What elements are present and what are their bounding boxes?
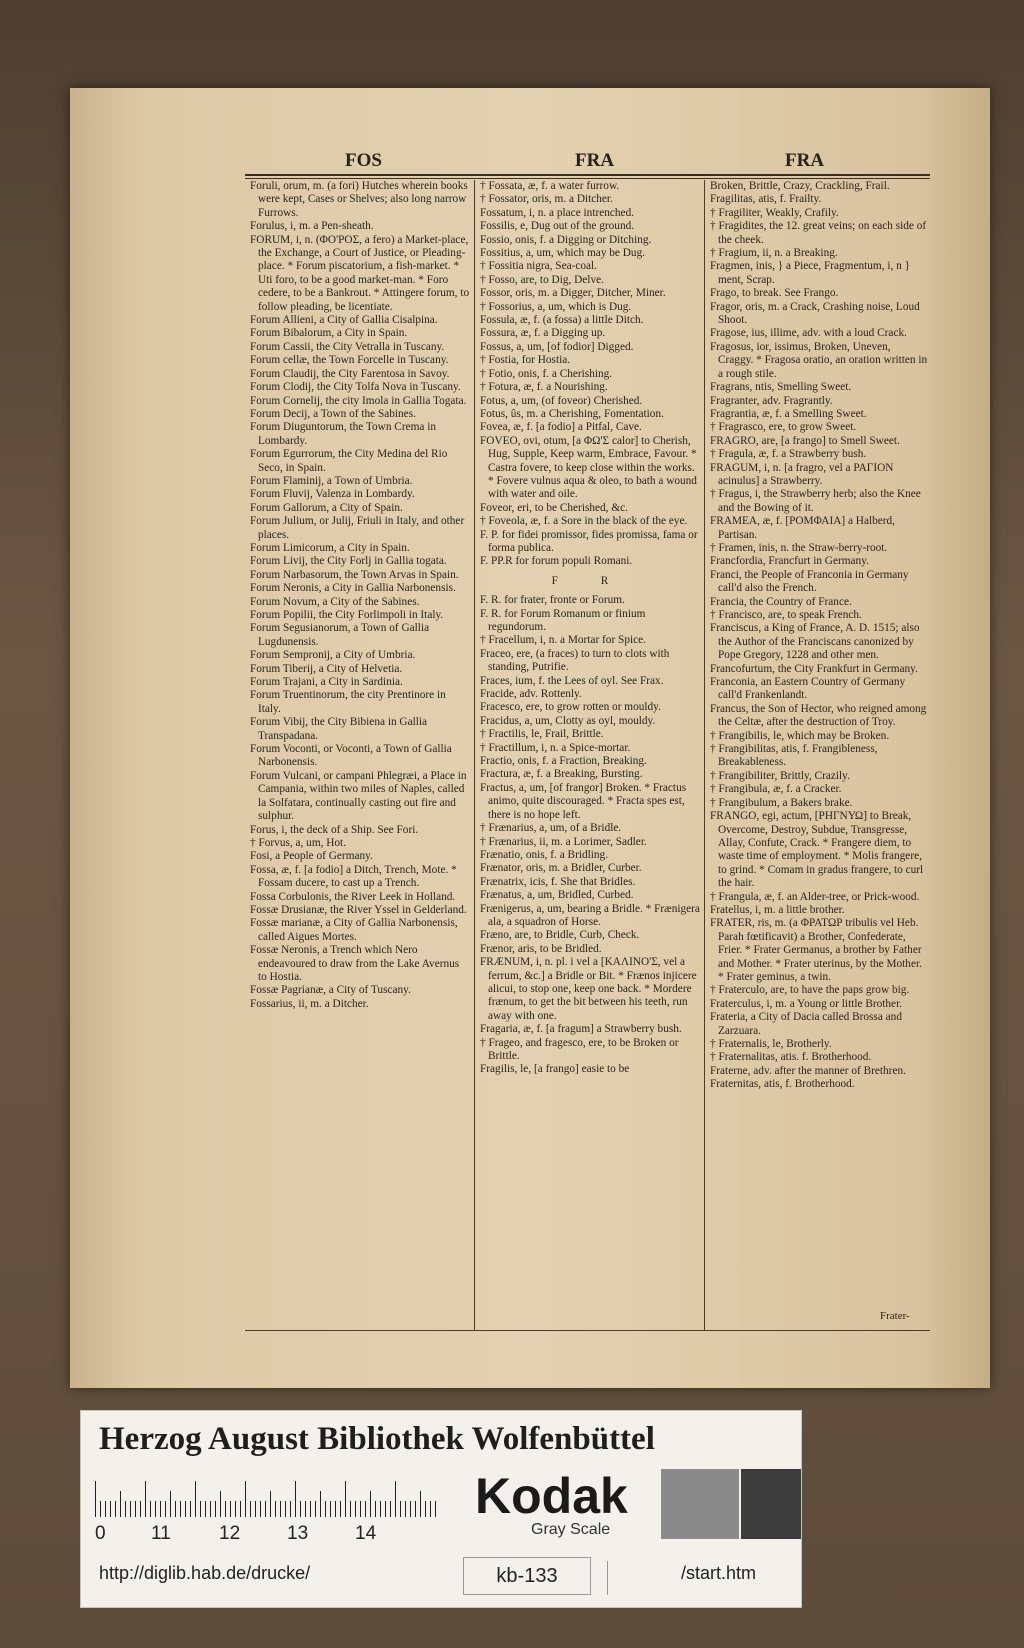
section-letters: F R [551,574,629,587]
dictionary-entry: Fragranter, adv. Fragrantly. [710,394,833,407]
dictionary-entry: Fossus, a, um, [of fodior] Digged. [480,340,634,353]
dictionary-entry: Fossa, æ, f. [a fodio] a Ditch, Trench, Mote. * Fossam ducere, to cast up a Trench. [250,863,457,890]
dictionary-entry: Forum Decij, a Town of the Sabines. [250,407,416,420]
dictionary-entry: Forum Sempronij, a City of Umbria. [250,649,416,662]
dictionary-entry: Franci, the People of Franconia in Germany call'd also the French. [710,568,909,595]
ruler-tick [375,1501,376,1517]
library-name: Herzog August Bibliothek Wolfenbüttel [99,1421,655,1457]
dictionary-entry: † Fostia, for Hostia. [480,354,571,367]
column-center [480,180,700,1330]
dictionary-entry: † Fracellum, i, n. a Mortar for Spice. [480,634,646,647]
dictionary-entry: Fracidus, a, um, Clotty as oyl, mouldy. [480,714,656,727]
ruler-tick [330,1501,331,1517]
dictionary-entry: Frago, to break. See Frango. [710,287,839,300]
ruler-tick [415,1501,416,1517]
dictionary-entry: FRATER, ris, m. (a ΦΡΑΤΩΡ tribulis vel Heb. Parah fœtificavit) a Brother, Confederate, Frier. * Frater Germanus, a brother by Father and Mother. * Frater uterinus, by the Mother. * Frater geminus, a twin. [710,917,922,983]
dictionary-entry: F. PP.R for forum populi Romani. [480,555,633,568]
dictionary-entry: Francia, the Country of France. [710,595,852,608]
dictionary-entry: Fraterculus, i, m. a Young or little Brother. [710,997,903,1010]
ruler-tick [100,1501,101,1517]
ruler-tick [295,1481,296,1517]
ruler-tick [390,1501,391,1517]
dictionary-entry: † Fossator, oris, m. a Ditcher. [480,193,613,206]
dictionary-entry: F. P. for fidei promissor, fides promissa, fama or forma publica. [480,528,698,554]
column-left [250,180,470,1330]
ruler-tick [380,1501,381,1517]
ruler-tick [235,1501,236,1517]
dictionary-entry: FRÆNUM, i, n. pl. i vel a [KAΛΙΝΟ'Σ, vel a ferrum, &c.] a Bridle or Bit. * Frænos injicere alicui, to stop one, keep one back. * Mordere frænum, to get the bit between his teeth, run away with one. [480,956,697,1022]
dictionary-entry: Frænator, oris, m. a Bridler, Curber. [480,862,642,875]
dictionary-entry: Foruli, orum, m. (a fori) Hutches wherein books were kept, Cases or Shelves; also long narrow Furrows. [250,180,468,219]
dictionary-entry: Fragilis, le, [a frango] easie to be [480,1063,630,1076]
ruler-tick [150,1501,151,1517]
dictionary-entry: Frænor, aris, to be Bridled. [480,942,602,955]
dictionary-entry: Fractus, a, um, [of frangor] Broken. * Fractus animo, quite discouraged. * Fracta spes est, there is no hope left. [480,781,687,821]
header-rule [245,174,930,176]
ruler-tick [435,1501,436,1517]
ruler-tick [155,1501,156,1517]
dictionary-entry: Fragose, ius, illime, adv. with a loud Crack. [710,327,907,340]
dictionary-entry: Forum Vulcani, or campani Phlegræi, a Place in Campania, within two miles of Naples, called la Solfatara, continually casting out fire and sulphur. [250,769,467,823]
dictionary-entry: FRANGO, egi, actum, [ΡΗΓΝΥΩ] to Break, Overcome, Destroy, Subdue, Transgresse, Allay, Confute, Crack. * Frangere diem, to waste time of employment. * Molis frangere, to grind. * Comam in gradus frangere, to curl the hair. [710,810,924,890]
dictionary-entry: † Francisco, are, to speak French. [710,609,862,621]
dictionary-entry: † Fossorius, a, um, which is Dug. [480,300,632,313]
dictionary-entry: † Fotio, onis, f. a Cherishing. [480,367,613,380]
scale-label: 13 [287,1523,309,1544]
head-left: FOS [345,150,382,171]
ruler-tick [410,1501,411,1517]
dictionary-entry: FRAMEA, æ, f. [ΡΟΜΦΑΙΑ] a Halberd, Partisan. [710,515,895,541]
ruler-tick [290,1501,291,1517]
gray-swatch [661,1469,739,1539]
ruler-tick [425,1501,426,1517]
dictionary-entry: Fovea, æ, f. [a fodio] a Pitfal, Cave. [480,421,642,434]
dictionary-entry: FOVEO, ovi, otum, [a ΦΩ'Σ calor] to Cherish, Hug, Supple, Keep warm, Embrace, Favour. * Castra fovere, to keep close within the works. * Fovere vulnus aqua & oleo, to bath a wound with water and oile. [480,434,697,501]
dictionary-entry: Fragosus, ior, issimus, Broken, Uneven, Craggy. * Fragosa oratio, an oration written in a rough stile. [710,340,928,380]
ruler-tick [300,1501,301,1517]
dark-swatch [741,1469,801,1539]
dictionary-entry: † Frageo, and fragesco, ere, to be Broken or Brittle. [480,1036,679,1062]
dictionary-entry: Fossula, æ, f. (a fossa) a little Ditch. [480,314,644,327]
dictionary-entry: Forum Voconti, or Voconti, a Town of Gallia Narbonensis. [250,743,452,769]
dictionary-entry: Forum Cornelij, the city Imola in Gallia Togata. [250,394,467,407]
dictionary-entry: † Fragrasco, ere, to grow Sweet. [710,421,857,434]
scale-label: 0 [95,1523,106,1544]
dictionary-entry: Forum Narbasorum, the Town Arvas in Spain. [250,568,459,581]
dictionary-entry: † Frangibiliter, Brittly, Crazily. [710,769,850,782]
ruler-tick [160,1501,161,1517]
dictionary-entry: † Fraterculo, are, to have the paps grow big. [710,984,910,997]
ruler-tick [140,1501,141,1517]
ruler-tick [190,1501,191,1517]
ruler-tick [245,1481,246,1517]
scale-ruler [95,1479,435,1517]
ruler-tick [355,1501,356,1517]
dictionary-entry: † Fotura, æ, f. a Nourishing. [480,381,608,394]
ruler-tick [210,1501,211,1517]
ruler-tick [250,1501,251,1517]
dictionary-entry: Fossatum, i, n. a place intrenched. [480,206,635,219]
dictionary-entry: Forum Limicorum, a City in Spain. [250,541,410,554]
ruler-tick [325,1501,326,1517]
ruler-tick [240,1501,241,1517]
dictionary-entry: † Fraternalis, le, Brotherly. [710,1038,832,1050]
dictionary-entry: † Fosso, are, to Dig, Delve. [480,273,604,286]
scale-label: 11 [151,1523,171,1544]
ruler-tick [95,1481,96,1517]
dictionary-entry: Fracesco, ere, to grow rotten or mouldy. [480,701,661,714]
dictionary-entry: Fosi, a People of Germany. [250,850,373,863]
ruler-tick [430,1501,431,1517]
column-right [710,180,928,1330]
ruler-tick [280,1501,281,1517]
dictionary-entry: Forum Vibij, the City Bibiena in Gallia Transpadana. [250,716,428,742]
dictionary-entry: Franciscus, a King of France, A. D. 1515; also the Author of the Franciscans canonized by Pope Gregory, 1228 and other men. [710,622,920,662]
dictionary-entry: Forum Truentinorum, the city Prentinore in Italy. [250,689,446,715]
scale-labels [95,1523,435,1543]
ruler-tick [395,1481,396,1517]
dictionary-entry: Frateria, a City of Dacia called Brossa and Zarzuara. [710,1011,902,1037]
dictionary-entry: † Fragus, i, the Strawberry herb; also the Knee and the Bowing of it. [710,488,921,514]
head-right: FRA [785,150,825,171]
dictionary-entry: Fossæ Pagrianæ, a City of Tuscany. [250,984,411,997]
dictionary-entry: Fraterne, adv. after the manner of Brethren. [710,1064,906,1077]
dictionary-entry: Forum Julium, or Julij, Friuli in Italy, and other places. [250,515,465,541]
ruler-tick [185,1501,186,1517]
ruler-tick [260,1501,261,1517]
dictionary-entry: Fossitius, a, um, which may be Dug. [480,247,646,260]
dictionary-entry: Fræno, are, to Bridle, Curb, Check. [480,929,640,942]
dictionary-entry: Forum Flaminij, a Town of Umbria. [250,474,413,487]
dictionary-entry: F. R. for Forum Romanum or finium regundorum. [480,607,646,633]
ruler-tick [345,1481,346,1517]
dictionary-entry: Forum Diuguntorum, the Town Crema in Lombardy. [250,421,437,447]
ruler-tick [360,1501,361,1517]
ruler-tick [285,1501,286,1517]
ruler-tick [270,1491,271,1517]
ruler-tick [350,1501,351,1517]
dictionary-entry: † Fraternalitas, atis. f. Brotherhood. [710,1051,872,1064]
footer-rule [245,1330,930,1331]
dictionary-entry: Franconia, an Eastern Country of Germany call'd Frankenlandt. [710,676,906,702]
dictionary-entry: † Fossata, æ, f. a water furrow. [480,180,620,192]
dictionary-entry: † Fossitia nigra, Sea-coal. [480,260,598,273]
ruler-tick [400,1501,401,1517]
dictionary-entry: Fraces, ium, f. the Lees of oyl. See Frax. [480,674,664,687]
dictionary-entry: Forum Claudij, the City Farentosa in Savoy. [250,367,450,380]
dictionary-entry: Francofurtum, the City Frankfurt in Germany. [710,662,918,675]
dictionary-entry: Fracide, adv. Rottenly. [480,688,582,701]
dictionary-entry: Fragilitas, atis, f. Frailty. [710,193,822,206]
card-divider [607,1561,608,1595]
ruler-tick [255,1501,256,1517]
dictionary-entry: Fossio, onis, f. a Digging or Ditching. [480,233,652,246]
dictionary-entry: Fraceo, ere, (a fraces) to turn to clots with standing, Putrifie. [480,647,670,674]
ruler-tick [405,1501,406,1517]
head-center: FRA [575,150,615,171]
kodak-logo: Kodak [475,1468,628,1524]
dictionary-entry: Fossæ marianæ, a City of Gallia Narbonensis, called Aigues Mortes. [250,917,458,943]
ruler-tick [145,1481,146,1517]
scale-label: 14 [355,1523,377,1544]
dictionary-entry: † Frangibulum, a Bakers brake. [710,796,853,809]
column-divider [704,180,705,1330]
dictionary-entry: Frænatus, a, um, Bridled, Curbed. [480,889,634,902]
dictionary-entry: Forus, i, the deck of a Ship. See Fori. [250,823,419,836]
dictionary-entry: Foveor, eri, to be Cherished, &c. [480,501,628,514]
dictionary-entry: Fossæ Drusianæ, the River Yssel in Gelderland. [250,903,467,916]
ruler-tick [135,1501,136,1517]
dictionary-entry: Forum Egurrorum, the City Medina del Rio Seco, in Spain. [250,448,448,474]
dictionary-entry: Fossæ Neronis, a Trench which Nero endeavoured to draw from the Lake Avernus to Hostia. [250,944,460,983]
ruler-tick [335,1501,336,1517]
ruler-tick [180,1501,181,1517]
dictionary-entry: Forum Popilii, the City Forlimpoli in Italy. [250,609,444,621]
ruler-tick [120,1491,121,1517]
library-target-card [80,1410,802,1608]
dictionary-entry: Fossa Corbulonis, the River Leek in Holland. [250,890,456,903]
catchword: Frater- [880,1310,910,1322]
ruler-tick [315,1501,316,1517]
dictionary-entry: FRAGUM, i, n. [a fragro, vel a ΡΑΓΙΟΝ acinulus] a Strawberry. [710,461,894,487]
dictionary-entry: Forum Cassii, the City Vetralla in Tuscany. [250,340,445,353]
dictionary-entry: Fragmen, inis, } a Piece, Fragmentum, i, n } ment, Scrap. [710,260,911,286]
ruler-tick [165,1501,166,1517]
dictionary-entry: Forum Livij, the City Forlj in Gallia togata. [250,555,447,568]
dictionary-entry: Fossor, oris, m. a Digger, Ditcher, Miner. [480,287,666,300]
dictionary-entry: † Fragium, ii, n. a Breaking. [710,247,838,260]
dictionary-entry: Forum Clodij, the City Tolfa Nova in Tuscany. [250,381,461,394]
dictionary-entry: Fragrantia, æ, f. a Smelling Sweet. [710,407,867,420]
dictionary-entry: Francus, the Son of Hector, who reigned among the Celtæ, after the destruction of Troy. [710,702,927,729]
dictionary-entry: Fossarius, ii, m. a Ditcher. [250,997,369,1010]
dictionary-entry: Fotus, a, um, (of foveor) Cherished. [480,394,643,407]
column-divider [474,180,475,1330]
dictionary-entry: † Frænarius, ii, m. a Lorimer, Sadler. [480,835,647,848]
ruler-tick [110,1501,111,1517]
dictionary-entry: Fractura, æ, f. a Breaking, Bursting. [480,768,643,781]
dictionary-entry: Francfordia, Francfurt in Germany. [710,555,869,568]
dictionary-entry: Forum Allieni, a City of Gallia Cisalpina. [250,314,438,327]
dictionary-entry: Frænigerus, a, um, bearing a Bridle. * Frænigera ala, a squadron of Horse. [480,902,700,928]
dictionary-entry: † Frangibilitas, atis, f. Frangibleness, Breakableness. [710,743,878,769]
dictionary-entry: Forum cellæ, the Town Forcelle in Tuscany. [250,354,449,367]
dictionary-entry: Frænatrix, icis, f. She that Bridles. [480,875,636,888]
ruler-tick [365,1501,366,1517]
dictionary-entry: Fragor, oris, m. a Crack, Crashing noise, Loud Shoot. [710,300,920,327]
dictionary-entry: † Fractilis, le, Frail, Brittle. [480,728,604,741]
dictionary-entry: Forum Trajani, a City in Sardinia. [250,676,403,689]
dictionary-entry: Fotus, ûs, m. a Cherishing, Fomentation. [480,407,664,420]
dictionary-entry: † Framen, inis, n. the Straw-berry-root. [710,541,888,554]
dictionary-entry: Fossura, æ, f. a Digging up. [480,327,606,340]
dictionary-entry: F. R. for frater, fronte or Forum. [480,594,625,607]
dictionary-entry: Forum Bibalorum, a City in Spain. [250,327,408,340]
dictionary-entry: † Frænarius, a, um, of a Bridle. [480,822,622,835]
ruler-tick [340,1501,341,1517]
catalog-url: http://diglib.hab.de/drucke/ [99,1563,311,1583]
dictionary-entry: Forum Gallorum, a City of Spain. [250,501,403,514]
ruler-tick [385,1501,386,1517]
ruler-tick [170,1491,171,1517]
dictionary-entry: Broken, Brittle, Crazy, Crackling, Frail. [710,180,890,192]
ruler-tick [275,1501,276,1517]
header-rule-thin [245,178,930,179]
dictionary-entry: Fractio, onis, f. a Fraction, Breaking. [480,755,647,768]
ruler-tick [230,1501,231,1517]
dictionary-entry: † Forvus, a, um, Hot. [250,836,347,849]
dictionary-entry: Forum Tiberij, a City of Helvetia. [250,662,403,675]
ruler-tick [175,1501,176,1517]
dictionary-entry: FRAGRO, are, [a frango] to Smell Sweet. [710,434,900,447]
dictionary-entry: Fratellus, i, m. a little brother. [710,903,845,916]
ruler-tick [225,1501,226,1517]
dictionary-entry: FORUM, i, n. (ΦΟ'ΡΟΣ, a fero) a Market-place, the Exchange, a Court of Justice, or Pleading-place. * Forum piscatorium, a fish-market. * Uti foro, to be a good market-man. * Foro cedere, to be a Bankrout. * Attingere forum, to follow pleading, be licentiate. [250,233,470,313]
ruler-tick [105,1501,106,1517]
ruler-tick [420,1491,421,1517]
ruler-tick [205,1501,206,1517]
dictionary-entry: Fragrans, ntis, Smelling Sweet. [710,381,852,394]
dictionary-entry: Forum Segusianorum, a Town of Gallia Lugdunensis. [250,622,430,648]
ruler-tick [125,1501,126,1517]
gray-scale-label: Gray Scale [531,1521,611,1538]
dictionary-entry: † Fragiliter, Weakly, Crafily. [710,206,839,219]
dictionary-entry: Forulus, i, m. a Pen-sheath. [250,220,374,233]
ruler-tick [310,1501,311,1517]
shelf-code: kb-133 [463,1557,591,1595]
ruler-tick [320,1491,321,1517]
dictionary-entry: Fragaria, æ, f. [a fragum] a Strawberry bush. [480,1023,682,1036]
ruler-tick [220,1491,221,1517]
running-head [245,150,930,172]
ruler-tick [215,1501,216,1517]
ruler-tick [195,1481,196,1517]
dictionary-entry: † Fragula, æ, f. a Strawberry bush. [710,448,867,461]
start-path: /start.htm [681,1563,757,1583]
ruler-tick [200,1501,201,1517]
ruler-tick [265,1501,266,1517]
dictionary-entry: † Fragidites, the 12. great veins; on each side of the cheek. [710,220,927,246]
dictionary-entry: Forum Neronis, a City in Gallia Narbonensis. [250,582,456,595]
dictionary-entry: † Fractillum, i, n. a Spice-mortar. [480,741,631,754]
scale-label: 12 [219,1523,241,1544]
ruler-tick [130,1501,131,1517]
dictionary-entry: Forum Novum, a City of the Sabines. [250,595,420,608]
dictionary-entry: Fossilis, e, Dug out of the ground. [480,220,635,233]
ruler-tick [370,1491,371,1517]
dictionary-entry: † Foveola, æ, f. a Sore in the black of the eye. [480,515,688,528]
ruler-tick [305,1501,306,1517]
dictionary-entry: † Frangibilis, le, which may be Broken. [710,729,890,742]
dictionary-entry: Frænatio, onis, f. a Bridling. [480,848,609,861]
dictionary-entry: Fraternitas, atis, f. Brotherhood. [710,1078,855,1091]
ruler-tick [115,1501,116,1517]
dictionary-entry: † Frangibula, æ, f. a Cracker. [710,783,842,796]
dictionary-entry: Forum Fluvij, Valenza in Lombardy. [250,488,415,501]
dictionary-entry: † Frangula, æ, f. an Alder-tree, or Prick-wood. [710,890,920,903]
